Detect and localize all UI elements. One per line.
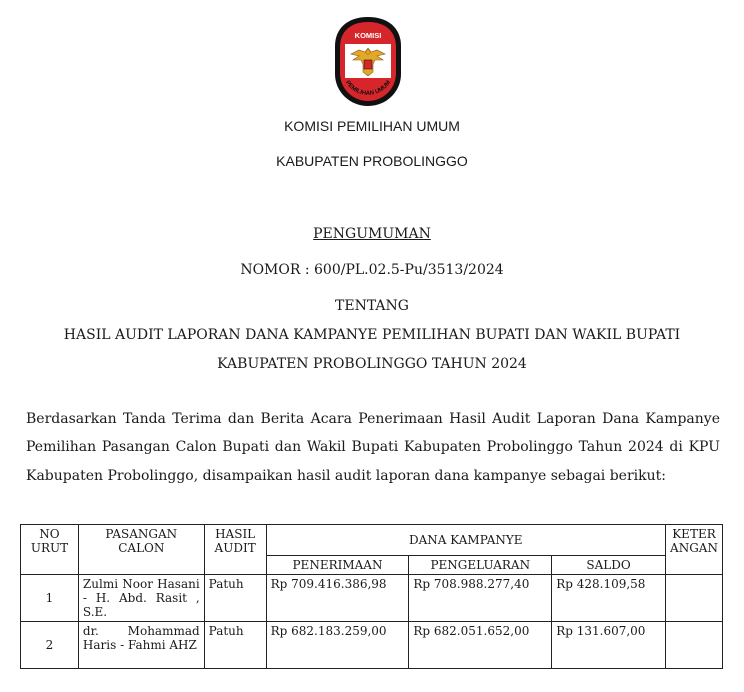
- table-row: [21, 622, 723, 669]
- cell-hasil: Patuh: [204, 622, 266, 669]
- header-pengeluaran: PENGELUARAN: [409, 556, 552, 575]
- header-pasangan: PASANGAN CALON: [78, 525, 204, 575]
- cell-no: 2: [21, 622, 79, 669]
- header-dana: DANA KAMPANYE: [266, 525, 665, 556]
- logo-bottom-text: PEMILIHAN UMUM: [343, 79, 393, 97]
- cell-saldo: Rp 428.109,58: [552, 575, 666, 622]
- cell-penerimaan: Rp 682.183.259,00: [266, 622, 409, 669]
- announcement-about: TENTANG: [335, 298, 409, 314]
- org-name-line1: KOMISI PEMILIHAN UMUM: [284, 118, 460, 134]
- campaign-fund-table: [20, 524, 723, 669]
- announcement-title: PENGUMUMAN: [313, 226, 431, 242]
- cell-saldo: Rp 131.607,00: [552, 622, 666, 669]
- header-no: NO URUT: [21, 525, 79, 575]
- header-hasil: HASIL AUDIT: [204, 525, 266, 575]
- announcement-subject-line1: HASIL AUDIT LAPORAN DANA KAMPANYE PEMILIHAN BUPATI DAN WAKIL BUPATI: [63, 327, 681, 343]
- table-row: [21, 575, 723, 622]
- table-header-row: [21, 525, 723, 556]
- body-paragraph: Berdasarkan Tanda Terima dan Berita Acara Penerimaan Hasil Audit Laporan Dana Kampanye Pemilihan Pasangan Calon Bupati dan Wakil Bupati Kabupaten Probolinggo Tahun 2024 di KPU Kabupaten Probolinggo, disampaikan hasil audit laporan dana kampanye sebagai berikut:: [26, 411, 720, 484]
- cell-pasangan: Zulmi Noor Hasani - H. Abd. Rasit , S.E.: [78, 575, 204, 622]
- header-saldo: SALDO: [552, 556, 666, 575]
- cell-hasil: Patuh: [204, 575, 266, 622]
- header-ket: KETER ANGAN: [665, 525, 722, 575]
- header-penerimaan: PENERIMAAN: [266, 556, 409, 575]
- announcement-subject-line2: KABUPATEN PROBOLINGGO TAHUN 2024: [217, 356, 527, 372]
- logo-top-text: KOMISI: [354, 31, 382, 40]
- cell-ket: [665, 575, 722, 622]
- cell-penerimaan: Rp 709.416.386,98: [266, 575, 409, 622]
- cell-ket: [665, 622, 722, 669]
- cell-pasangan: dr. Mohammad Haris - Fahmi AHZ: [78, 622, 204, 669]
- announcement-number: NOMOR : 600/PL.02.5-Pu/3513/2024: [240, 262, 504, 278]
- org-name-line2: KABUPATEN PROBOLINGGO: [276, 153, 468, 169]
- cell-no: 1: [21, 575, 79, 622]
- kpu-logo: [333, 16, 403, 108]
- cell-pengeluaran: Rp 708.988.277,40: [409, 575, 552, 622]
- cell-pengeluaran: Rp 682.051.652,00: [409, 622, 552, 669]
